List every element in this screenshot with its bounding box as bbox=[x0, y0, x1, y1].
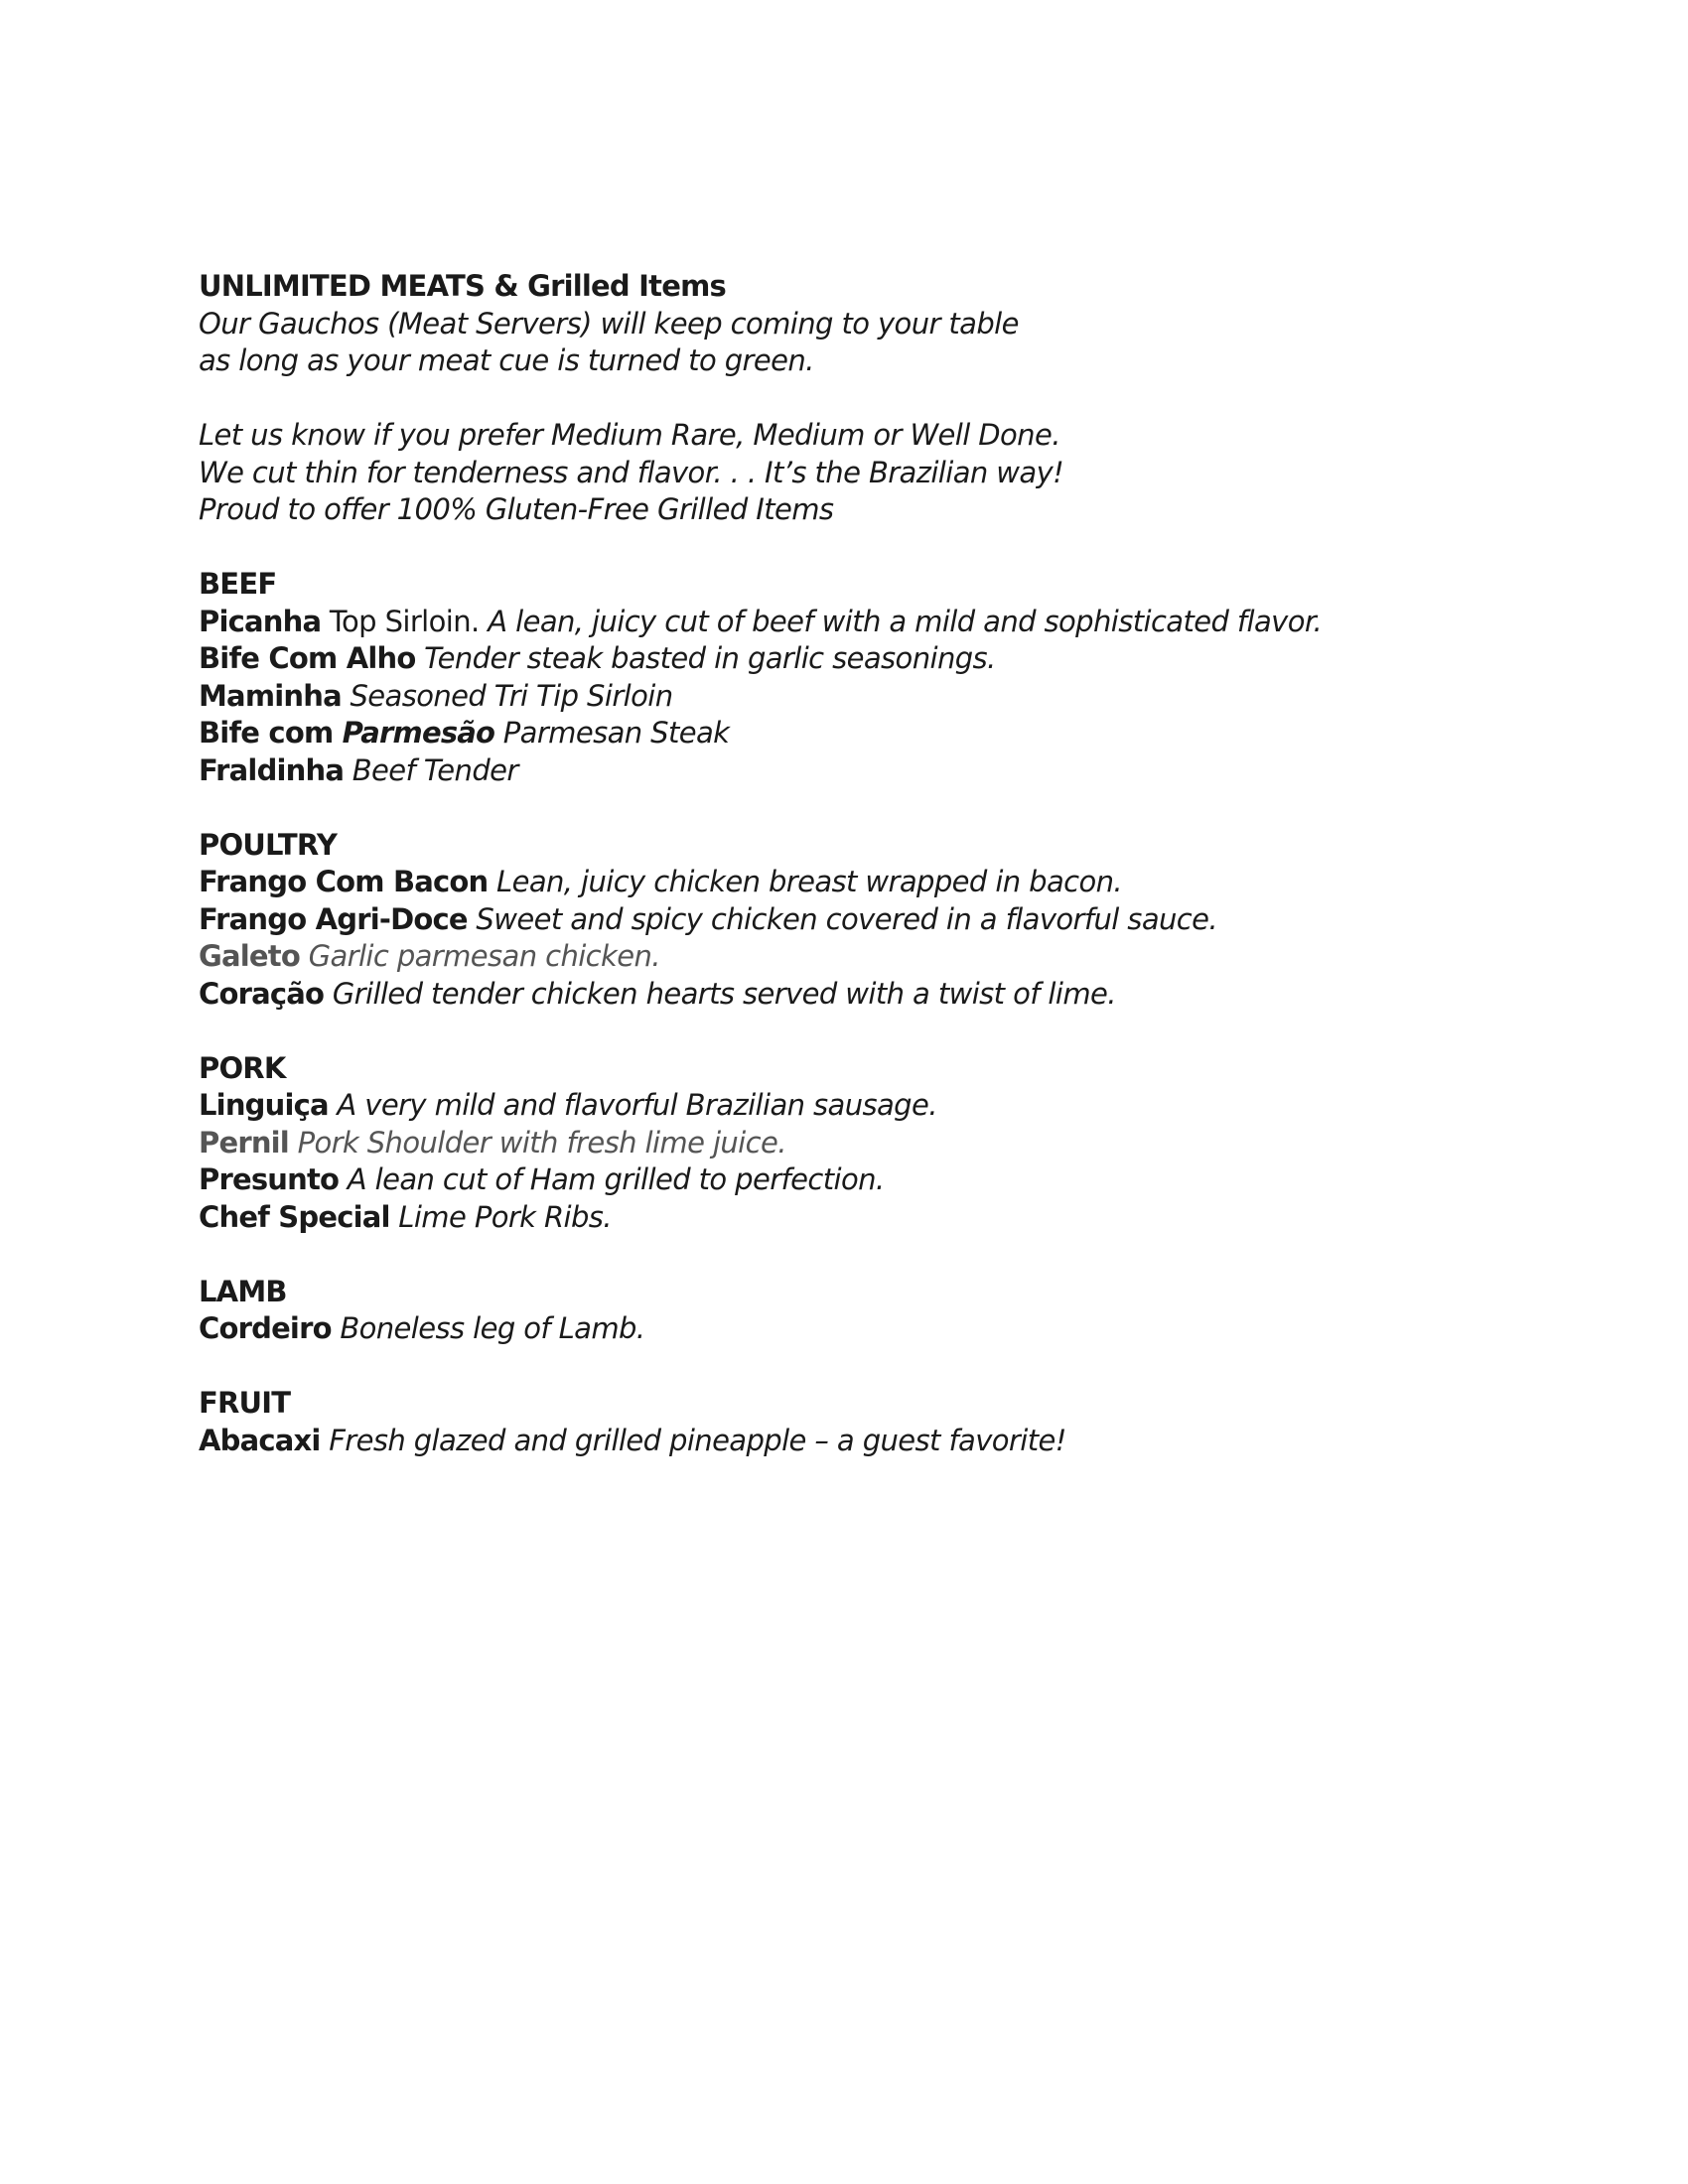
section-heading-beef: BEEF bbox=[199, 567, 277, 601]
item-name: Bife Com Alho bbox=[199, 641, 416, 675]
menu-item-frango-agri-doce bbox=[199, 901, 1609, 939]
item-description: A very mild and flavorful Brazilian sausage. bbox=[328, 1088, 937, 1122]
section-heading-fruit: FRUIT bbox=[199, 1386, 291, 1420]
item-description: A lean, juicy cut of beef with a mild and sophisticated flavor. bbox=[488, 604, 1323, 638]
menu-item-coracao bbox=[199, 976, 1609, 1014]
spacer bbox=[199, 380, 1609, 418]
intro-line-2: as long as your meat cue is turned to green. bbox=[199, 343, 814, 377]
menu-item-cordeiro bbox=[199, 1310, 1609, 1348]
item-name: Picanha bbox=[199, 604, 322, 638]
item-name: Linguiça bbox=[199, 1088, 329, 1122]
menu-item-pernil bbox=[199, 1125, 1609, 1162]
menu-item-abacaxi bbox=[199, 1423, 1609, 1460]
menu-item-frango-com-bacon bbox=[199, 864, 1609, 901]
spacer bbox=[199, 1236, 1609, 1274]
note-line-2: We cut thin for tenderness and flavor. . . It’s the Brazilian way! bbox=[199, 455, 1064, 489]
spacer bbox=[199, 1348, 1609, 1386]
spacer bbox=[199, 789, 1609, 827]
item-name: Presunto bbox=[199, 1162, 340, 1196]
item-description: Garlic parmesan chicken. bbox=[299, 939, 660, 973]
item-description: Boneless leg of Lamb. bbox=[331, 1311, 645, 1345]
item-name: Pernil bbox=[199, 1125, 289, 1160]
item-name: Coração bbox=[199, 976, 325, 1011]
item-description: Sweet and spicy chicken covered in a flavorful sauce. bbox=[467, 901, 1217, 936]
spacer bbox=[199, 1013, 1609, 1050]
item-description: Seasoned Tri Tip Sirloin bbox=[341, 678, 673, 713]
item-description: A lean cut of Ham grilled to perfection. bbox=[339, 1162, 885, 1196]
note-line-3: Proud to offer 100% Gluten-Free Grilled Items bbox=[199, 492, 834, 526]
note-line-1: Let us know if you prefer Medium Rare, Medium or Well Done. bbox=[199, 418, 1060, 452]
item-name: Abacaxi bbox=[199, 1423, 321, 1457]
item-name: Cordeiro bbox=[199, 1311, 332, 1345]
menu-item-chef-special bbox=[199, 1199, 1609, 1237]
item-description: Parmesan Steak bbox=[494, 716, 730, 750]
item-description: Lime Pork Ribs. bbox=[389, 1199, 612, 1234]
menu-item-linguica bbox=[199, 1087, 1609, 1125]
menu-item-picanha bbox=[199, 604, 1609, 641]
item-description: Beef Tender bbox=[344, 752, 518, 787]
item-description: Lean, juicy chicken breast wrapped in bacon. bbox=[488, 865, 1123, 898]
item-description: Pork Shoulder with fresh lime juice. bbox=[288, 1125, 786, 1160]
menu-item-galeto bbox=[199, 938, 1609, 976]
item-description: Tender steak basted in garlic seasonings. bbox=[415, 641, 996, 675]
item-name: Bife com bbox=[199, 716, 343, 750]
item-description: Fresh glazed and grilled pineapple – a guest favorite! bbox=[320, 1423, 1066, 1457]
intro-line-1: Our Gauchos (Meat Servers) will keep coming to your table bbox=[199, 306, 1019, 341]
item-name: Galeto bbox=[199, 939, 300, 973]
menu-title: UNLIMITED MEATS & Grilled Items bbox=[199, 269, 726, 303]
section-heading-pork: PORK bbox=[199, 1050, 286, 1085]
item-description: Grilled tender chicken hearts served with a twist of lime. bbox=[324, 976, 1116, 1011]
section-heading-lamb: LAMB bbox=[199, 1274, 287, 1308]
item-name: Fraldinha bbox=[199, 752, 345, 787]
item-name: Frango Com Bacon bbox=[199, 865, 489, 898]
item-subtitle: Top Sirloin. bbox=[321, 604, 489, 638]
menu-item-fraldinha bbox=[199, 752, 1609, 790]
item-name-italic: Parmesão bbox=[342, 716, 495, 750]
menu-item-presunto bbox=[199, 1161, 1609, 1199]
menu-item-bife-com-parmesao bbox=[199, 715, 1609, 752]
menu-page bbox=[199, 268, 1609, 1459]
menu-item-maminha bbox=[199, 678, 1609, 716]
item-name: Maminha bbox=[199, 678, 342, 713]
spacer bbox=[199, 529, 1609, 567]
section-heading-poultry: POULTRY bbox=[199, 827, 338, 862]
menu-item-bife-com-alho bbox=[199, 640, 1609, 678]
item-name: Frango Agri-Doce bbox=[199, 901, 468, 936]
item-name: Chef Special bbox=[199, 1199, 390, 1234]
